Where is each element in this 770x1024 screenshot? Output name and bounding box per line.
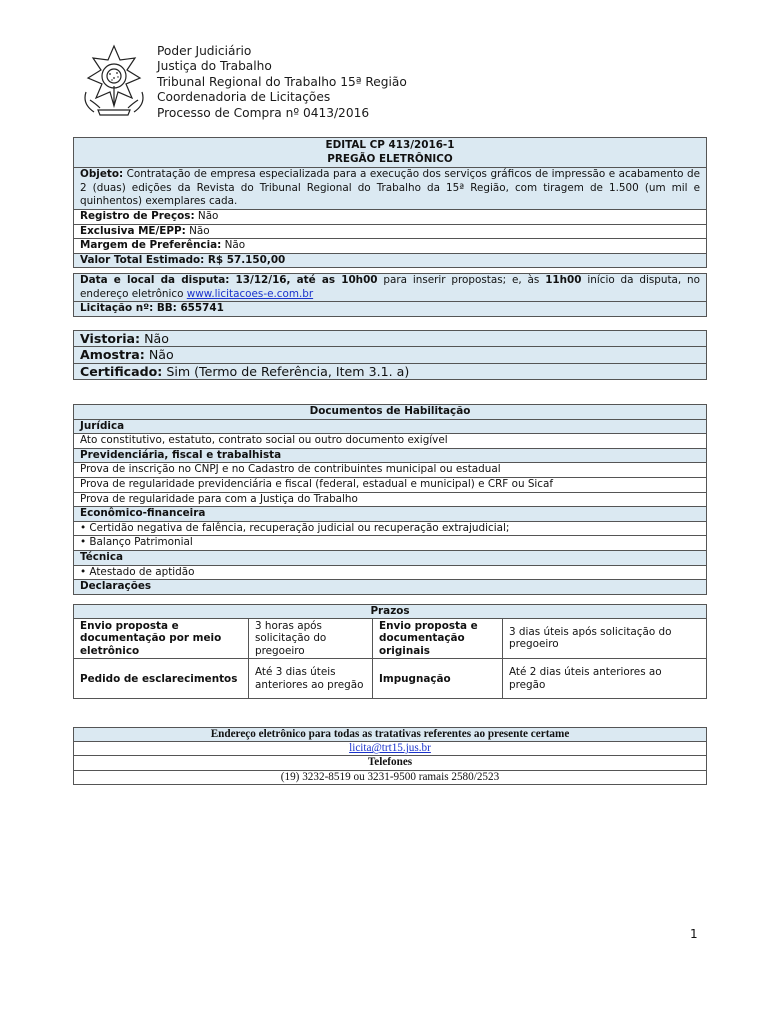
vistoria-row: [74, 331, 706, 346]
tecnica-item: • Atestado de aptidão: [74, 565, 706, 580]
envio-originais-label: Envio proposta e documentação originais: [373, 618, 503, 659]
econ-item: • Balanço Patrimonial: [74, 535, 706, 550]
email-row: [74, 741, 706, 755]
amostra-label: Amostra:: [80, 347, 145, 363]
vistoria-value: Não: [144, 331, 169, 346]
margem-label: Margem de Preferência:: [80, 239, 222, 252]
impugnacao-label: Impugnação: [373, 659, 503, 699]
prazos-title: Prazos: [74, 605, 707, 619]
header-line-processo: Processo de Compra nº 0413/2016: [157, 105, 370, 120]
header-line-coordenadoria: Coordenadoria de Licitações: [157, 90, 331, 105]
disputa-time: 11h00: [545, 274, 582, 286]
header-line-poder: Poder Judiciário: [157, 44, 252, 58]
vistoria-box: [73, 330, 707, 380]
disputa-row: [74, 274, 706, 301]
margem-value: Não: [224, 239, 246, 252]
juridica-item: Ato constitutivo, estatuto, contrato social ou outro documento exigível: [74, 433, 706, 448]
vistoria-label: Vistoria:: [80, 331, 141, 346]
impugnacao-value: Até 2 dias úteis anteriores ao pregão: [503, 659, 707, 699]
endereco-title: Endereço eletrônico para todas as tratativas referentes ao presente certame: [74, 728, 706, 741]
telefones-value: (19) 3232-8519 ou 3231-9500 ramais 2580/2523: [74, 770, 706, 784]
tecnica-heading: Técnica: [74, 550, 706, 565]
edital-title-line1: EDITAL CP 413/2016-1: [325, 139, 455, 151]
licitacoes-link[interactable]: www.licitacoes-e.com.br: [186, 287, 314, 300]
prev-item: Prova de regularidade para com a Justiça do Trabalho: [74, 492, 706, 507]
page-number: 1: [690, 927, 698, 941]
objeto-label: Objeto:: [80, 168, 124, 181]
valor-label: Valor Total Estimado: R$ 57.150,00: [80, 253, 286, 266]
envio-originais-value: 3 dias úteis após solicitação do pregoeiro: [503, 618, 707, 659]
pedido-value: Até 3 dias úteis anteriores ao pregão: [249, 659, 373, 699]
objeto-row: [74, 167, 706, 209]
pedido-label: Pedido de esclarecimentos: [74, 659, 249, 699]
juridica-heading: Jurídica: [74, 419, 706, 434]
exclusiva-value: Não: [189, 224, 210, 237]
edital-title-line2: PREGÃO ELETRÔNICO: [327, 152, 453, 165]
prazos-table: [73, 604, 707, 699]
registro-value: Não: [197, 209, 219, 222]
documentos-box: [73, 404, 707, 595]
registro-row: [74, 209, 706, 224]
declaracoes-heading: Declarações: [74, 579, 706, 594]
certificado-value: Sim (Termo de Referência, Item 3.1. a): [166, 363, 410, 379]
coat-of-arms-icon: [76, 42, 152, 118]
header-text: [157, 44, 407, 121]
envio-eletronico-value: 3 horas após solicitação do pregoeiro: [249, 618, 373, 659]
documentos-title: Documentos de Habilitação: [74, 405, 706, 419]
prazos-box: [73, 604, 707, 699]
email-link[interactable]: licita@trt15.jus.br: [349, 742, 431, 755]
telefones-title: Telefones: [74, 755, 706, 769]
licitacao-row: [74, 301, 706, 316]
economico-heading: Econômico-financeira: [74, 506, 706, 521]
header-line-justica: Justiça do Trabalho: [157, 59, 272, 74]
exclusiva-label: Exclusiva ME/EPP:: [80, 224, 186, 237]
licitacao-label: Licitação nº: BB: 655741: [80, 302, 224, 315]
amostra-value: Não: [148, 347, 174, 363]
disputa-label: Data e local da disputa: 13/12/16, até as 10h00: [80, 274, 378, 286]
previdenciaria-heading: Previdenciária, fiscal e trabalhista: [74, 448, 706, 463]
header-line-tribunal: Tribunal Regional do Trabalho 15ª Região: [157, 74, 407, 89]
econ-item: • Certidão negativa de falência, recuperação judicial ou recuperação extrajudicial;: [74, 521, 706, 536]
certificado-label: Certificado:: [80, 363, 163, 379]
prev-item: Prova de regularidade previdenciária e fiscal (federal, estadual e municipal) e CRF ou Sicaf: [74, 477, 706, 492]
document-header: [76, 42, 496, 122]
contato-box: [73, 727, 707, 785]
margem-row: [74, 238, 706, 253]
exclusiva-row: [74, 224, 706, 239]
envio-eletronico-label: Envio proposta e documentação por meio eletrônico: [74, 618, 249, 659]
disputa-text1: para inserir propostas; e, às: [377, 274, 546, 286]
edital-title: [74, 138, 706, 167]
certificado-row: [74, 363, 706, 379]
valor-row: [74, 253, 706, 268]
objeto-text: Contratação de empresa especializada para a execução dos serviços gráficos de impressão e acabamento de 2 (duas) edições da Revista do Tribunal Regional do Trabalho da 15ª Região, com tiragem de 1.500 (um mil e quinhentos) exemplares cada.: [80, 168, 700, 208]
disputa-box: [73, 273, 707, 317]
edital-box: [73, 137, 707, 268]
amostra-row: [74, 346, 706, 362]
disputa-text2: início da disputa, no endereço eletrônico: [80, 274, 700, 300]
prev-item: Prova de inscrição no CNPJ e no Cadastro de contribuintes municipal ou estadual: [74, 462, 706, 477]
registro-label: Registro de Preços:: [80, 209, 195, 222]
